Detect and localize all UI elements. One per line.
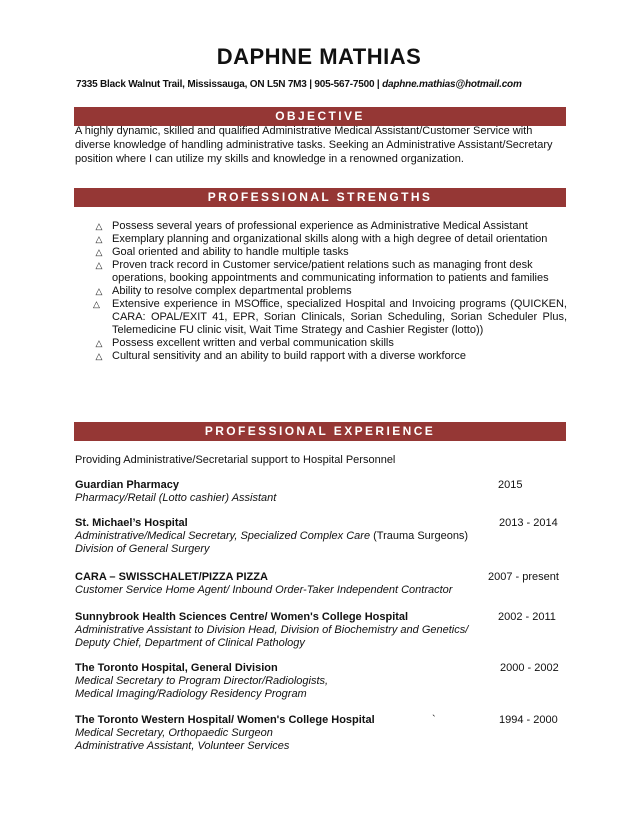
list-item	[75, 298, 567, 337]
job-entry	[75, 661, 567, 701]
job-role-text: Administrative/Medical Secretary, Specialized Complex Care	[75, 530, 371, 542]
triangle-bullet-icon: △	[95, 247, 103, 257]
list-item	[75, 285, 567, 298]
list-item-text: Exemplary planning and organizational skills along with a high degree of detail orientation	[112, 233, 548, 245]
job-years: 2013 - 2014	[499, 517, 558, 529]
employer-name: Sunnybrook Health Sciences Centre/ Women's College Hospital	[75, 611, 409, 623]
triangle-bullet-icon: △	[95, 286, 103, 296]
job-years: 2007 - present	[488, 571, 559, 583]
triangle-bullet-icon: △	[95, 221, 103, 231]
employer-name: The Toronto Western Hospital/ Women's College Hospital	[75, 714, 375, 726]
job-entry	[75, 570, 567, 597]
job-entry	[75, 516, 567, 556]
resume-name: DAPHNE MATHIAS	[216, 44, 422, 69]
objective-section-bar: OBJECTIVE	[74, 107, 566, 126]
triangle-bullet-icon: △	[95, 338, 103, 348]
contact-email: daphne.mathias@hotmail.com	[382, 79, 522, 90]
job-years: 1994 - 2000	[499, 714, 558, 726]
list-item	[75, 259, 567, 285]
job-entry	[75, 713, 567, 753]
job-years: 2000 - 2002	[500, 662, 559, 674]
objective-text: A highly dynamic, skilled and qualified Administrative Medical Assistant/Customer Service with diverse knowledge of handling administrative tasks. Seeking an Administrative Assistant/Secretary position where I can utilize my skills and knowledge in a renowned organization.	[75, 125, 553, 165]
contact-line	[76, 79, 576, 90]
list-item	[75, 246, 567, 259]
list-item-text: Extensive experience in MSOffice, specialized Hospital and Invoicing programs (QUICKEN, CARA: OPAL/EXIT 41, EPR, Sorian Clinicals, Sorian Scheduling, Sorian Scheduler Plus, Telemedicine FU clinic visit, Wait Time Strategy and Cashier Register (lotto))	[112, 298, 567, 336]
list-item	[75, 337, 567, 350]
job-role: Medical Secretary to Program Director/Radiologists,	[75, 675, 329, 687]
job-division: Division of General Surgery	[75, 543, 210, 555]
list-item	[75, 220, 567, 233]
employer-name: CARA – SWISSCHALET/PIZZA PIZZA	[75, 571, 268, 583]
job-division: Deputy Chief, Department of Clinical Pathology	[75, 637, 305, 649]
employer-name: St. Michael’s Hospital	[75, 517, 188, 529]
triangle-bullet-icon: △	[93, 299, 100, 309]
job-role	[75, 530, 567, 543]
list-item	[75, 233, 567, 246]
job-entry	[75, 610, 567, 650]
job-role-suffix: (Trauma Surgeons)	[370, 530, 469, 542]
triangle-bullet-icon: △	[95, 234, 103, 244]
experience-intro: Providing Administrative/Secretarial support to Hospital Personnel	[75, 454, 396, 466]
contact-address: 7335 Black Walnut Trail, Mississauga, ON L5N 7M3 | 905-567-7500 |	[76, 79, 380, 90]
job-role: Administrative Assistant to Division Head, Division of Biochemistry and Genetics/	[75, 624, 469, 636]
list-item-text: Possess several years of professional experience as Administrative Medical Assistant	[112, 220, 528, 232]
stray-backtick: `	[432, 714, 436, 726]
job-division: Medical Imaging/Radiology Residency Program	[75, 688, 307, 700]
list-item	[75, 350, 567, 363]
triangle-bullet-icon: △	[95, 260, 103, 270]
list-item-text: Cultural sensitivity and an ability to build rapport with a diverse workforce	[112, 350, 466, 362]
employer-name: Guardian Pharmacy	[75, 479, 179, 491]
job-role: Pharmacy/Retail (Lotto cashier) Assistant	[75, 492, 277, 504]
job-years: 2002 - 2011	[498, 611, 556, 623]
experience-section-bar: PROFESSIONAL EXPERIENCE	[74, 422, 566, 441]
list-item-text: Possess excellent written and verbal communication skills	[112, 337, 394, 349]
list-item-text: Goal oriented and ability to handle multiple tasks	[112, 246, 349, 258]
job-years: 2015	[498, 479, 523, 491]
employer-name: The Toronto Hospital, General Division	[75, 662, 278, 674]
job-division: Administrative Assistant, Volunteer Services	[75, 740, 290, 752]
triangle-bullet-icon: △	[95, 351, 103, 361]
job-entry	[75, 478, 567, 505]
job-role: Customer Service Home Agent/ Inbound Order-Taker Independent Contractor	[75, 584, 453, 596]
list-item-text: Ability to resolve complex departmental problems	[112, 285, 352, 297]
strengths-list	[75, 220, 567, 363]
list-item-text: Proven track record in Customer service/patient relations such as managing front desk operations, booking appointments and communicating information to patients and families	[112, 259, 549, 284]
strengths-section-bar: PROFESSIONAL STRENGTHS	[74, 188, 566, 207]
job-role: Medical Secretary, Orthopaedic Surgeon	[75, 727, 273, 739]
